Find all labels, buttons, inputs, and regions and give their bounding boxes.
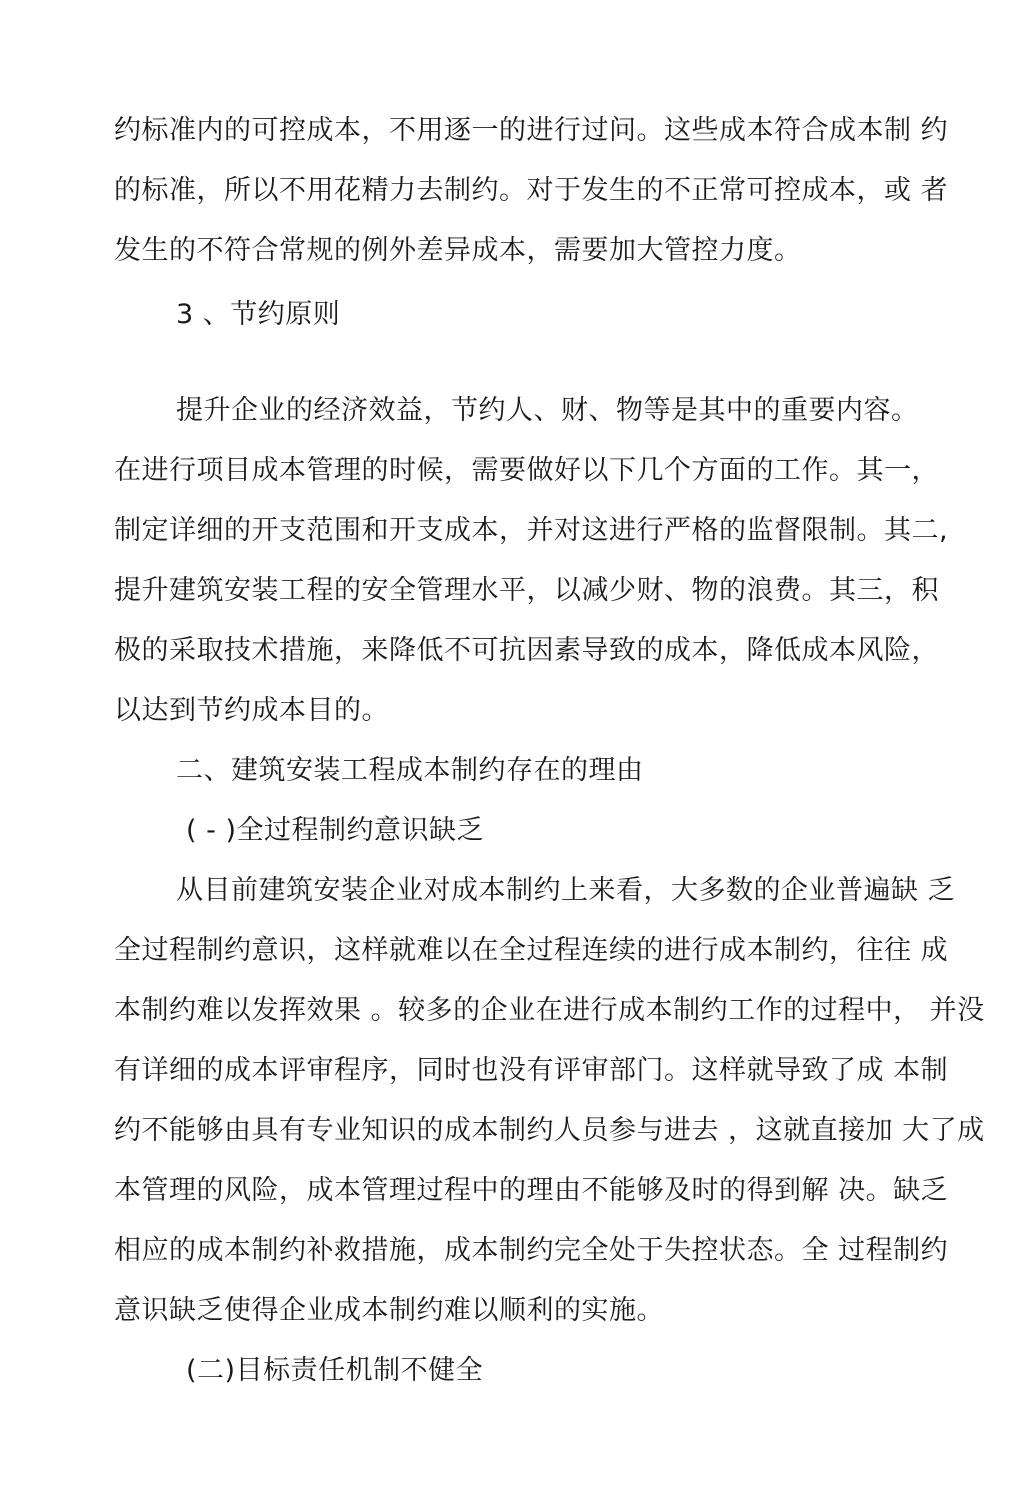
paragraph-line: 以达到节约成本目的。 xyxy=(114,695,389,726)
paragraph-line: 全过程制约意识，这样就难以在全过程连续的进行成本制约，往往 成 xyxy=(114,935,949,966)
subsection-heading: ( - )全过程制约意识缺乏 xyxy=(186,815,484,846)
paragraph-line: 本制约难以发挥效果 。较多的企业在进行成本制约工作的过程中， 并没 xyxy=(114,995,985,1026)
paragraph-line: 发生的不符合常规的例外差异成本，需要加大管控力度。 xyxy=(114,235,802,266)
paragraph-line: 极的采取技术措施，来降低不可抗因素导致的成本，降低成本风险， xyxy=(114,635,939,666)
paragraph-line: 在进行项目成本管理的时候，需要做好以下几个方面的工作。其一， xyxy=(114,455,939,486)
paragraph-line: 约标准内的可控成本，不用逐一的进行过问。这些成本符合成本制 约 xyxy=(114,115,949,146)
section-heading: 3 、节约原则 xyxy=(176,299,341,330)
paragraph-line: 提升企业的经济效益，节约人、财、物等是其中的重要内容。 xyxy=(176,395,919,426)
paragraph-line: 相应的成本制约补救措施，成本制约完全处于失控状态。全 过程制约 xyxy=(114,1235,949,1266)
paragraph-line: 制定详细的开支范围和开支成本，并对这进行严格的监督限制。其二, xyxy=(114,515,949,546)
paragraph-line: 本管理的风险，成本管理过程中的理由不能够及时的得到解 决。缺乏 xyxy=(114,1175,949,1206)
paragraph-line: 有详细的成本评审程序，同时也没有评审部门。这样就导致了成 本制 xyxy=(114,1055,949,1086)
paragraph-line: 意识缺乏使得企业成本制约难以顺利的实施。 xyxy=(114,1295,664,1326)
section-heading: 二、建筑安装工程成本制约存在的理由 xyxy=(176,755,644,786)
paragraph-line: 的标准，所以不用花精力去制约。对于发生的不正常可控成本，或 者 xyxy=(114,175,949,206)
paragraph-line: 提升建筑安装工程的安全管理水平，以减少财、物的浪费。其三，积 xyxy=(114,575,939,606)
subsection-heading: (二)目标责任机制不健全 xyxy=(186,1355,484,1386)
paragraph-line: 约不能够由具有专业知识的成本制约人员参与进去 ，这就直接加 大了成 xyxy=(114,1115,985,1146)
paragraph-line: 从目前建筑安装企业对成本制约上来看，大多数的企业普遍缺 乏 xyxy=(176,875,956,906)
